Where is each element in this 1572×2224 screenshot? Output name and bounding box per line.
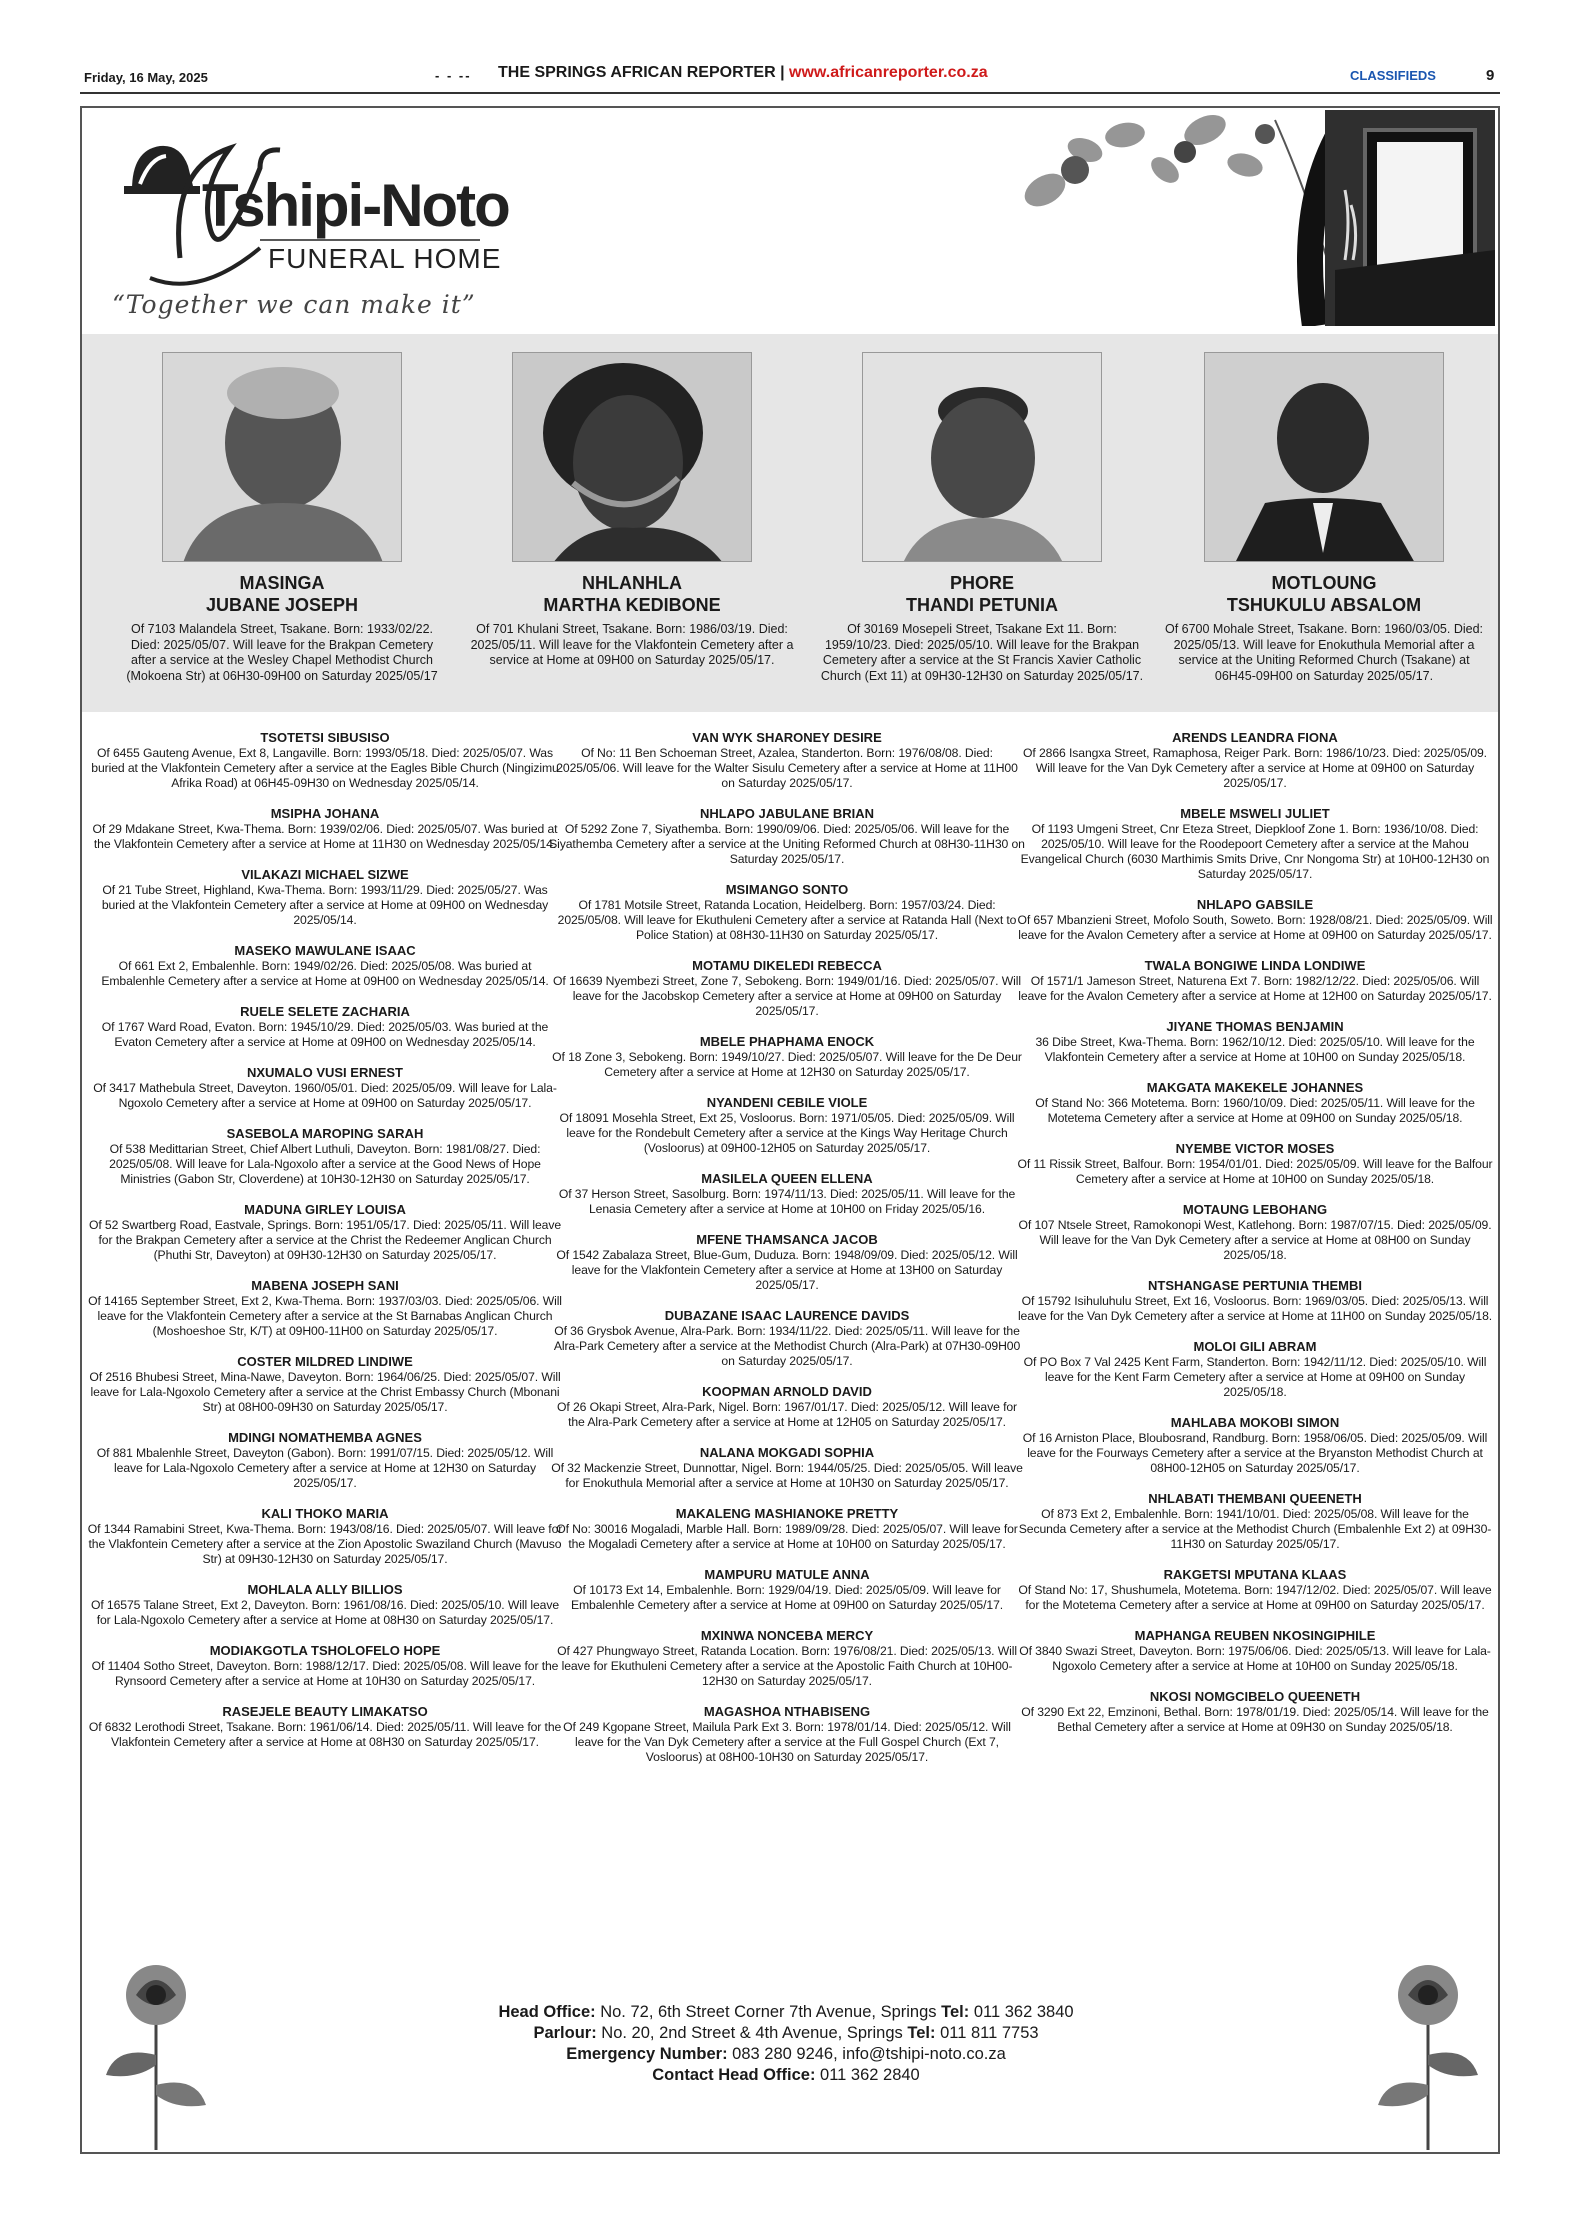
portrait-photo	[862, 352, 1102, 562]
featured-given-names: MARTHA KEDIBONE	[543, 595, 721, 615]
notice-name: MBELE MSWELI JULIET	[1180, 806, 1330, 821]
contact-line: Contact Head Office: 011 362 2840	[652, 2066, 920, 2084]
death-notice	[548, 1506, 1026, 1552]
death-notice	[1016, 1491, 1494, 1552]
issue-date: Friday, 16 May, 2025	[84, 70, 208, 85]
featured-surname: MOTLOUNG	[1271, 573, 1377, 593]
death-notice	[86, 1004, 564, 1050]
publication-url[interactable]: www.africanreporter.co.za	[789, 64, 988, 81]
notice-details: Of 16575 Talane Street, Ext 2, Daveyton. Born: 1961/08/16. Died: 2025/05/10. Will leave for Lala-Ngoxolo Cemetery after a service at Home at 08H30 on Saturday 2025/05/17.	[90, 1598, 560, 1627]
notice-details: Of 6832 Lerothodi Street, Tsakane. Born: 1961/06/14. Died: 2025/05/11. Will leave for the Vlakfontein Cemetery after a service at Home at 08H30 on Saturday 2025/05/17.	[88, 1720, 562, 1749]
notice-name: TWALA BONGIWE LINDA LONDIWE	[1144, 958, 1366, 973]
death-notice	[1016, 806, 1494, 882]
notice-name: TSOTETSI SIBUSISO	[260, 730, 390, 745]
death-notice	[1016, 1628, 1494, 1674]
death-notice	[1016, 1202, 1494, 1263]
notice-name: NHLABATI THEMBANI QUEENETH	[1148, 1491, 1362, 1506]
person-portrait-icon	[513, 353, 752, 562]
notice-name: KOOPMAN ARNOLD DAVID	[702, 1384, 872, 1399]
notice-details: Of 538 Medittarian Street, Chief Albert Luthuli, Daveyton. Born: 1981/08/27. Died: 2025/05/08. Will leave for Lala-Ngoxolo after a service at the Good News of Hope Ministries (Gabon Str, Cloverdene) at 10H30-12H30 on Saturday 2025/05/17.	[109, 1142, 541, 1186]
notice-name: MAMPURU MATULE ANNA	[704, 1567, 870, 1582]
notice-details: Of No: 11 Ben Schoeman Street, Azalea, Standerton. Born: 1976/08/08. Died: 2025/05/06. Will leave for the Walter Sisulu Cemetery after a service at Home at 11H00 on Saturday 2025/05/17.	[556, 746, 1018, 790]
notice-name: NTSHANGASE PERTUNIA THEMBI	[1147, 1278, 1363, 1293]
death-notice	[548, 806, 1026, 867]
publication-title	[498, 64, 988, 82]
notice-name: COSTER MILDRED LINDIWE	[237, 1354, 413, 1369]
notice-details: Of 2866 Isangxa Street, Ramaphosa, Reiger Park. Born: 1986/10/23. Died: 2025/05/09. Will leave for the Van Dyk Cemetery after a service at Home at 09H00 on Saturday 2025/05/17.	[1023, 746, 1487, 790]
death-notice	[1016, 958, 1494, 1004]
notice-details: Of 26 Okapi Street, Alra-Park, Nigel. Born: 1967/01/17. Died: 2025/05/12. Will leave for the Alra-Park Cemetery after a service at Home at 12H05 on Saturday 2025/05/17.	[557, 1400, 1017, 1429]
notice-details: Of 107 Ntsele Street, Ramokonopi West, Katlehong. Born: 1987/07/15. Died: 2025/05/09. Will leave for the Van Dyk Cemetery after a service at Home at 08H00 on Sunday 2025/05/18.	[1018, 1218, 1492, 1262]
notice-details: Of 52 Swartberg Road, Eastvale, Springs. Born: 1951/05/17. Died: 2025/05/11. Will leave for the Brakpan Cemetery after a service at the Christ the Redeemer Anglican Church (Phuthi Str, Daveyton) at 09H30-12H30 on Saturday 2025/05/17.	[88, 1218, 562, 1262]
bell-logo-icon	[110, 128, 530, 298]
notice-name: MAKALENG MASHIANOKE PRETTY	[675, 1506, 899, 1521]
featured-surname: NHLANHLA	[582, 573, 682, 593]
featured-surname: PHORE	[949, 573, 1014, 593]
logo-subtitle: FUNERAL HOME	[268, 243, 502, 274]
page-number: 9	[1486, 67, 1495, 84]
person-portrait-icon	[163, 353, 402, 562]
death-notice	[86, 1704, 564, 1750]
notice-details: Of 36 Grysbok Avenue, Alra-Park. Born: 1934/11/22. Died: 2025/05/11. Will leave for the Alra-Park Cemetery after a service at the Methodist Church (Alra-Park) at 07H30-09H00 on Saturday 2025/05/17.	[553, 1324, 1021, 1368]
death-notice	[548, 1095, 1026, 1156]
death-notice	[548, 730, 1026, 791]
death-notice	[1016, 1415, 1494, 1476]
publication-name: THE SPRINGS AFRICAN REPORTER	[498, 64, 776, 81]
notice-details: Of Stand No: 17, Shushumela, Motetema. Born: 1947/12/02. Died: 2025/05/07. Will leave for the Motetema Cemetery after a service at Home at 09H00 on Saturday 2025/05/17.	[1018, 1583, 1492, 1612]
notice-details: Of 10173 Ext 14, Embalenhle. Born: 1929/04/19. Died: 2025/05/09. Will leave for Embalenhle Cemetery after a service at Home at 09H00 on Saturday 2025/05/17.	[570, 1583, 1004, 1612]
notice-details: Of 16 Arniston Place, Bloubosrand, Randburg. Born: 1958/06/05. Died: 2025/05/09. Will leave for the Fourways Cemetery after a service at the Bryanston Methodist Church at 08H00-12H05 on Saturday 2025/05/17.	[1022, 1431, 1488, 1475]
death-notice	[86, 806, 564, 852]
notice-name: MAGASHOA NTHABISENG	[703, 1704, 871, 1719]
memorial-frame-decoration	[1015, 110, 1495, 326]
notice-name: NHLAPO GABSILE	[1196, 897, 1314, 912]
notices-column-left	[86, 730, 564, 1765]
death-notice	[1016, 897, 1494, 943]
portrait-photo	[1204, 352, 1444, 562]
notice-details: Of 14165 September Street, Ext 2, Kwa-Thema. Born: 1937/03/03. Died: 2025/05/06. Will leave for the Vlakfontein Cemetery after a service at the St Barnabas Anglican Church (Moshoeshoe Str, K/T) at 09H00-11H00 on Saturday 2025/05/17.	[88, 1294, 562, 1338]
portrait-photo	[512, 352, 752, 562]
featured-details: Of 701 Khulani Street, Tsakane. Born: 1986/03/19. Died: 2025/05/11. Will leave for the Vlakfontein Cemetery after a service at Home at 09H00 on Saturday 2025/05/17.	[470, 622, 794, 667]
notice-details: Of No: 30016 Mogaladi, Marble Hall. Born: 1989/09/28. Died: 2025/05/07. Will leave for the Mogaladi Cemetery after a service at Home at 10H00 on Saturday 2025/05/17.	[556, 1522, 1018, 1551]
notice-name: DUBAZANE ISAAC LAURENCE DAVIDS	[664, 1308, 910, 1323]
death-notice	[548, 1171, 1026, 1217]
featured-given-names: TSHUKULU ABSALOM	[1226, 595, 1422, 615]
death-notice	[86, 730, 564, 791]
notice-name: ARENDS LEANDRA FIONA	[1172, 730, 1338, 745]
notice-name: VAN WYK SHARONEY DESIRE	[692, 730, 882, 745]
notice-name: MODIAKGOTLA TSHOLOFELO HOPE	[209, 1643, 441, 1658]
notice-details: Of 661 Ext 2, Embalenhle. Born: 1949/02/26. Died: 2025/05/08. Was buried at Embalenhle Cemetery after a service at Home at 09H00 on Wednesday 2025/05/14.	[101, 959, 549, 988]
death-notice	[86, 1065, 564, 1111]
featured-details: Of 30169 Mosepeli Street, Tsakane Ext 11. Born: 1959/10/23. Died: 2025/05/10. Will leave for the Brakpan Cemetery after a service at the St Francis Xavier Catholic Church (Ext 11) at 09H30-12H30 on Saturday 2025/05/17.	[820, 622, 1144, 683]
death-notice	[86, 1430, 564, 1491]
death-notice	[548, 1445, 1026, 1491]
death-notice	[548, 1628, 1026, 1689]
notice-name: MASILELA QUEEN ELLENA	[701, 1171, 873, 1186]
notice-details: Of 249 Kgopane Street, Mailula Park Ext 3. Born: 1978/01/14. Died: 2025/05/12. Will leave for the Van Dyk Cemetery after a service at the Full Gospel Church (Ext 7, Vosloorus) at 08H00-10H30 on Saturday 2025/05/17.	[563, 1720, 1011, 1764]
death-notice	[548, 1308, 1026, 1369]
logo-tagline: “Together we can make it”	[112, 290, 476, 319]
death-notice	[1016, 730, 1494, 791]
notices-column-right	[1016, 730, 1494, 1750]
featured-given-names: THANDI PETUNIA	[906, 595, 1058, 615]
notice-details: Of 15792 Isihuluhulu Street, Ext 16, Vosloorus. Born: 1969/03/05. Died: 2025/05/13. Will leave for the Van Dyk Cemetery after a service at Home at 11H00 on Sunday 2025/05/18.	[1017, 1294, 1493, 1323]
notice-details: Of 1542 Zabalaza Street, Blue-Gum, Duduza. Born: 1948/09/09. Died: 2025/05/12. Will leave for the Vlakfontein Cemetery after a service at Home at 13H00 on Saturday 2025/05/17.	[556, 1248, 1018, 1292]
rose-decoration-icon	[86, 1945, 226, 2150]
death-notice	[86, 1126, 564, 1187]
notice-details: Of 2516 Bhubesi Street, Mina-Nawe, Daveyton. Born: 1964/06/25. Died: 2025/05/07. Will leave for Lala-Ngoxolo Cemetery after a service at the Christ Embassy Church (Mbonani Str) at 08H00-09H30 on Saturday 2025/05/17.	[89, 1370, 561, 1414]
death-notice	[548, 1034, 1026, 1080]
death-notice	[1016, 1080, 1494, 1126]
death-notice	[548, 882, 1026, 943]
logo-name: Tshipi-Noto	[202, 172, 509, 239]
page-header	[80, 64, 1500, 88]
death-notice	[548, 1704, 1026, 1765]
death-notice	[86, 943, 564, 989]
notice-name: NALANA MOKGADI SOPHIA	[699, 1445, 875, 1460]
notice-name: RUELE SELETE ZACHARIA	[240, 1004, 410, 1019]
death-notice	[548, 1567, 1026, 1613]
notice-name: MOTAUNG LEBOHANG	[1182, 1202, 1328, 1217]
notice-name: NKOSI NOMGCIBELO QUEENETH	[1149, 1689, 1361, 1704]
notice-details: Of 18091 Mosehla Street, Ext 25, Vosloorus. Born: 1971/05/05. Died: 2025/05/09. Will leave for the Rondebult Cemetery after a service at the Kings Way Heritage Church (Vosloorus) at 09H00-12H05 on Saturday 2025/05/17.	[559, 1111, 1015, 1155]
death-notice	[548, 1232, 1026, 1293]
notice-name: MABENA JOSEPH SANI	[251, 1278, 399, 1293]
notice-name: RASEJELE BEAUTY LIMAKATSO	[222, 1704, 428, 1719]
section-label: CLASSIFIEDS	[1350, 68, 1436, 83]
notice-name: NHLAPO JABULANE BRIAN	[699, 806, 875, 821]
death-notice	[1016, 1339, 1494, 1400]
notice-details: Of 29 Mdakane Street, Kwa-Thema. Born: 1939/02/06. Died: 2025/05/07. Was buried at the Vlakfontein Cemetery after a service at Home at 11H30 on Wednesday 2025/05/14.	[92, 822, 558, 851]
death-notice	[1016, 1019, 1494, 1065]
notice-details: Of 881 Mbalenhle Street, Daveyton (Gabon). Born: 1991/07/15. Died: 2025/05/12. Will leave for Lala-Ngoxolo Cemetery after a service at Home at 12H30 on Saturday 2025/05/17.	[96, 1446, 554, 1490]
notice-details: Of 1193 Umgeni Street, Cnr Eteza Street, Diepkloof Zone 1. Born: 1936/10/08. Died: 2025/05/10. Will leave for the Roodepoort Cemetery after a service at the Mahou Evangelical Church (6030 Marthimis Smits Drive, Cnr Nongoma Str) at 10H00-12H30 on Saturday 2025/05/17.	[1020, 822, 1490, 881]
notice-details: Of 6455 Gauteng Avenue, Ext 8, Langaville. Born: 1993/05/18. Died: 2025/05/07. Was buried at the Vlakfontein Cemetery after a service at the Eagles Bible Church (Ningizimu Afrika Road) at 06H45-09H30 on Wednesday 2025/05/14.	[91, 746, 559, 790]
notice-details: Of 11 Rissik Street, Balfour. Born: 1954/01/01. Died: 2025/05/09. Will leave for the Balfour Cemetery after a service at Home at 10H00 on Sunday 2025/05/18.	[1017, 1157, 1493, 1186]
notice-details: 36 Dibe Street, Kwa-Thema. Born: 1962/10/12. Died: 2025/05/10. Will leave for the Vlakfontein Cemetery after a service at Home at 10H00 on Sunday 2025/05/18.	[1035, 1035, 1475, 1064]
notice-details: Of 3290 Ext 22, Emzinoni, Bethal. Born: 1978/01/19. Died: 2025/05/14. Will leave for the Bethal Cemetery after a service at Home at 09H30 on Sunday 2025/05/18.	[1021, 1705, 1489, 1734]
notices-column-middle	[548, 730, 1026, 1780]
notice-details: Of 3417 Mathebula Street, Daveyton. 1960/05/01. Died: 2025/05/09. Will leave for Lala-Ngoxolo Cemetery after a service at Home at 09H00 on Saturday 2025/05/17.	[93, 1081, 557, 1110]
notice-details: Of PO Box 7 Val 2425 Kent Farm, Standerton. Born: 1942/11/12. Died: 2025/05/10. Will leave for the Kent Farm Cemetery after a service at Home at 09H00 on Sunday 2025/05/18.	[1023, 1355, 1487, 1399]
notice-name: MOLOI GILI ABRAM	[1193, 1339, 1317, 1354]
emergency-line: Emergency Number: 083 280 9246, info@tshipi-noto.co.za	[566, 2045, 1006, 2063]
notice-details: Of 1767 Ward Road, Evaton. Born: 1945/10/29. Died: 2025/05/03. Was buried at the Evaton Cemetery after a service at Home at 09H00 on Wednesday 2025/05/14.	[101, 1020, 549, 1049]
death-notice	[1016, 1278, 1494, 1324]
notice-name: KALI THOKO MARIA	[261, 1506, 389, 1521]
notice-name: MADUNA GIRLEY LOUISA	[244, 1202, 406, 1217]
notice-name: NYANDENI CEBILE VIOLE	[706, 1095, 868, 1110]
notice-name: JIYANE THOMAS BENJAMIN	[1166, 1019, 1344, 1034]
header-rule	[80, 92, 1500, 94]
death-notice	[1016, 1567, 1494, 1613]
notice-details: Of 21 Tube Street, Highland, Kwa-Thema. Born: 1993/11/29. Died: 2025/05/27. Was buried at the Vlakfontein Cemetery after a service at Home at 09H00 on Wednesday 2025/05/14.	[101, 883, 549, 927]
notice-details: Of 1781 Motsile Street, Ratanda Location, Heidelberg. Born: 1957/03/24. Died: 2025/05/08. Will leave for Ekuthuleni Cemetery after a service at Ratanda Hall (Next to Police Station) at 08H30-11H30 on Saturday 2025/05/17.	[557, 898, 1017, 942]
featured-card	[1154, 352, 1494, 684]
person-portrait-icon	[1205, 353, 1444, 562]
head-office-line: Head Office: No. 72, 6th Street Corner 7th Avenue, Springs Tel: 011 362 3840	[498, 2003, 1074, 2021]
notice-name: NYEMBE VICTOR MOSES	[1175, 1141, 1335, 1156]
death-notice	[86, 867, 564, 928]
notice-name: MSIPHA JOHANA	[270, 806, 380, 821]
notice-name: MDINGI NOMATHEMBA AGNES	[228, 1430, 422, 1445]
header-dots: - - --	[435, 68, 472, 83]
death-notice	[86, 1643, 564, 1689]
featured-details: Of 7103 Malandela Street, Tsakane. Born: 1933/02/22. Died: 2025/05/07. Will leave for the Brakpan Cemetery after a service at the Wesley Chapel Methodist Church (Mokoena Str) at 06H30-09H00 on Saturday 2025/05/17	[126, 622, 438, 683]
notice-details: Of 427 Phungwayo Street, Ratanda Location. Born: 1976/08/21. Died: 2025/05/13. Will leave for Ekuthuleni Cemetery after a service at the Apostolic Faith Church at 10H00-12H30 on Saturday 2025/05/17.	[557, 1644, 1017, 1688]
death-notice	[86, 1354, 564, 1415]
featured-card	[812, 352, 1152, 684]
parlour-line: Parlour: No. 20, 2nd Street & 4th Avenue, Springs Tel: 011 811 7753	[533, 2024, 1039, 2042]
notice-name: MAKGATA MAKEKELE JOHANNES	[1146, 1080, 1364, 1095]
death-notice	[86, 1582, 564, 1628]
death-notice	[86, 1278, 564, 1339]
notice-name: VILAKAZI MICHAEL SIZWE	[241, 867, 409, 882]
death-notice	[548, 1384, 1026, 1430]
notice-details: Of 18 Zone 3, Sebokeng. Born: 1949/10/27. Died: 2025/05/07. Will leave for the De Deur Cemetery after a service at Home at 12H30 on Saturday 2025/05/17.	[552, 1050, 1022, 1079]
contact-footer	[300, 2002, 1272, 2086]
notice-name: MFENE THAMSANCA JACOB	[696, 1232, 878, 1247]
notice-details: Of 11404 Sotho Street, Daveyton. Born: 1988/12/17. Died: 2025/05/08. Will leave for the Rynsoord Cemetery after a service at Home at 10H30 on Saturday 2025/05/17.	[91, 1659, 559, 1688]
featured-given-names: JUBANE JOSEPH	[205, 595, 359, 615]
notice-name: SASEBOLA MAROPING SARAH	[226, 1126, 424, 1141]
notice-details: Of 1344 Ramabini Street, Kwa-Thema. Born: 1943/08/16. Died: 2025/05/07. Will leave for the Vlakfontein Cemetery after a service at the Zion Apostolic Swaziland Church (Mavuso Str) at 09H30-12H30 on Saturday 2025/05/17.	[87, 1522, 563, 1566]
notice-name: MXINWA NONCEBA MERCY	[700, 1628, 874, 1643]
notice-name: MASEKO MAWULANE ISAAC	[234, 943, 416, 958]
notice-details: Of 5292 Zone 7, Siyathemba. Born: 1990/09/06. Died: 2025/05/06. Will leave for the Siyathemba Cemetery after a service at the Uniting Reformed Church at 08H30-11H30 on Saturday 2025/05/17.	[549, 822, 1025, 866]
portrait-photo	[162, 352, 402, 562]
featured-card	[112, 352, 452, 684]
notice-details: Of 657 Mbanzieni Street, Mofolo South, Soweto. Born: 1928/08/21. Died: 2025/05/09. Will leave for the Avalon Cemetery after a service at Home at 09H00 on Saturday 2025/05/17.	[1017, 913, 1493, 942]
notice-name: MOTAMU DIKELEDI REBECCA	[692, 958, 882, 973]
rose-decoration-icon	[1358, 1945, 1498, 2150]
notice-name: MBELE PHAPHAMA ENOCK	[699, 1034, 875, 1049]
featured-card	[462, 352, 802, 669]
header-separator: |	[775, 64, 790, 81]
featured-notices	[82, 334, 1498, 712]
death-notice	[1016, 1141, 1494, 1187]
notice-details: Of 16639 Nyembezi Street, Zone 7, Sebokeng. Born: 1949/01/16. Died: 2025/05/07. Will leave for the Jacobskop Cemetery after a service at Home at 09H00 on Saturday 2025/05/17.	[553, 974, 1021, 1018]
featured-surname: MASINGA	[239, 573, 325, 593]
notice-name: MAHLABA MOKOBI SIMON	[1170, 1415, 1340, 1430]
notice-details: Of 873 Ext 2, Embalenhle. Born: 1941/10/01. Died: 2025/05/08. Will leave for the Secunda Cemetery after a service at the Methodist Church (Embalenhle Ext 2) at 09H30-11H30 on Saturday 2025/05/17.	[1018, 1507, 1492, 1551]
featured-details: Of 6700 Mohale Street, Tsakane. Born: 1960/03/05. Died: 2025/05/13. Will leave for Enokuthula Memorial after a service at the Uniting Reformed Church (Tsakane) at 06H45-09H00 on Saturday 2025/05/17.	[1164, 622, 1484, 683]
death-notice	[1016, 1689, 1494, 1735]
notice-name: MSIMANGO SONTO	[725, 882, 849, 897]
notice-name: MAPHANGA REUBEN NKOSINGIPHILE	[1134, 1628, 1376, 1643]
notice-name: MOHLALA ALLY BILLIOS	[247, 1582, 403, 1597]
death-notice	[548, 958, 1026, 1019]
notice-name: NXUMALO VUSI ERNEST	[246, 1065, 403, 1080]
notice-details: Of Stand No: 366 Motetema. Born: 1960/10/09. Died: 2025/05/11. Will leave for the Motetema Cemetery after a service at Home at 09H00 on Sunday 2025/05/18.	[1035, 1096, 1475, 1125]
notice-details: Of 3840 Swazi Street, Daveyton. Born: 1975/06/06. Died: 2025/05/13. Will leave for Lala-Ngoxolo Cemetery after a service at Home at 10H00 on Sunday 2025/05/18.	[1019, 1644, 1491, 1673]
death-notice	[86, 1202, 564, 1263]
notice-details: Of 32 Mackenzie Street, Dunnottar, Nigel. Born: 1944/05/25. Died: 2025/05/05. Will leave for Enokuthula Memorial after a service at Home at 10H30 on Saturday 2025/05/17.	[551, 1461, 1023, 1490]
death-notice	[86, 1506, 564, 1567]
notice-details: Of 37 Herson Street, Sasolburg. Born: 1974/11/13. Died: 2025/05/11. Will leave for the Lenasia Cemetery after a service at Home at 10H00 on Friday 2025/05/16.	[558, 1187, 1016, 1216]
notice-details: Of 1571/1 Jameson Street, Naturena Ext 7. Born: 1982/12/22. Died: 2025/05/06. Will leave for the Avalon Cemetery after a service at Home at 12H00 on Saturday 2025/05/17.	[1018, 974, 1492, 1003]
person-portrait-icon	[863, 353, 1102, 562]
notice-name: RAKGETSI MPUTANA KLAAS	[1163, 1567, 1347, 1582]
